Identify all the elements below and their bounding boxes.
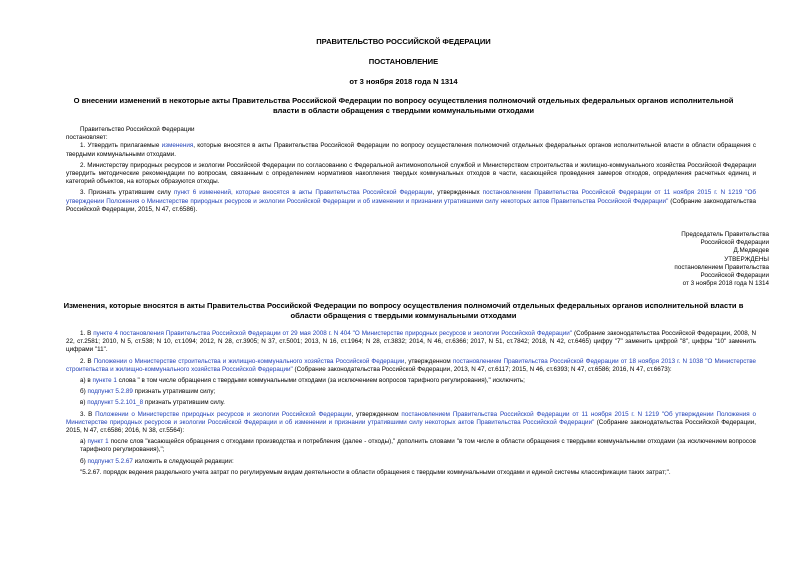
- subclause-5-2-67-link[interactable]: подпункт 5.2.67: [87, 457, 133, 465]
- change-2a: [66, 377, 756, 385]
- decree-body: [66, 126, 756, 214]
- paragraph-2: 2. Министерству природных ресурсов и экологии Российской Федерации по согласованию с Федеральной антимонопольной службой и Министерством строительства и жилищно-коммунального хозяйства Российской Федерации утвердить методические рекомендации по вопросам, связанным с определением нормативов накопления твердых коммунальных отходов в части, касающейся проведения замеров отходов, определения расчетных единиц и категорий объектов, на которых образуются отходы.: [66, 161, 756, 186]
- text: а) в: [80, 377, 93, 385]
- text: 1. Утвердить прилагаемые: [80, 142, 162, 150]
- text: после слов "касающейся обращения с отходами производства и потребления (далее - отходы)," дополнить словами "в том числе в области обращения с твердыми коммунальными отходами (за исключением вопросов тарифного регулирования),";: [80, 438, 756, 454]
- change-3b: [66, 458, 756, 466]
- text: , утвержденных: [432, 189, 483, 197]
- text: 2. В: [80, 357, 94, 365]
- clause-1-link-2[interactable]: пункт 1: [87, 438, 109, 446]
- changes-title: Изменения, которые вносятся в акты Правительства Российской Федерации по вопросу осуществления полномочий отдельных федеральных органов исполнительной власти в области обращения с твердыми коммунальными отходами: [63, 301, 744, 320]
- government-header: ПРАВИТЕЛЬСТВО РОССИЙСКОЙ ФЕДЕРАЦИИ: [316, 37, 491, 46]
- text: 3. В: [80, 410, 96, 418]
- document-date-number: от 3 ноября 2018 года N 1314: [349, 77, 458, 86]
- signature-name: Д.Медведев: [733, 247, 769, 255]
- minprirody-regulation-link[interactable]: Положении о Министерстве природных ресурсов и экологии Российской Федерации: [95, 410, 352, 418]
- subclause-5-2-101-8-link[interactable]: подпункт 5.2.101_8: [87, 399, 144, 407]
- text: (Собрание законодательства Российской Федерации, 2015, N 47, ст.6586).: [66, 197, 756, 213]
- text: признать утратившим силу;: [132, 388, 216, 396]
- text: 1. В: [80, 330, 94, 337]
- text: (Собрание законодательства Российской Федерации, 2015, N 47, ст.6586; 2016, N 38, ст.5564):: [66, 418, 756, 435]
- change-3: [66, 411, 756, 436]
- text: а): [80, 438, 88, 446]
- clause-1-link[interactable]: пункте 1: [92, 377, 117, 385]
- decree-1038-link[interactable]: постановлением Правительства Российской Федерации от 18 ноября 2013 г. N 1038 "О Министерстве строительства и жилищно-коммунального хозяйства Российской Федерации": [66, 357, 757, 373]
- signature-position: Председатель Правительства: [681, 231, 769, 238]
- text: 3. Признать утратившим силу: [80, 189, 174, 197]
- item-4-link[interactable]: пункте 4: [93, 330, 118, 337]
- item-6-link[interactable]: пункт 6 изменений, которые вносятся в акты Правительства Российской Федерации: [173, 189, 433, 197]
- approved-org: Российской Федерации: [700, 272, 769, 280]
- text: изложить в следующей редакции:: [132, 457, 234, 465]
- text: , утвержденном: [404, 357, 453, 365]
- approved-label: УТВЕРЖДЕНЫ: [724, 255, 769, 263]
- text: , утвержденном: [351, 410, 402, 418]
- decree-404-link[interactable]: постановления Правительства Российской Федерации от 29 мая 2008 г. N 404 "О Министерстве природных ресурсов и экологии Российской Федерации": [119, 330, 573, 337]
- paragraph-1: [66, 142, 756, 158]
- decree-1219-link[interactable]: постановлением Правительства Российской Федерации от 11 ноября 2015 г. N 1219 "Об утверждении Положения о Министерстве природных ресурсов и экологии Российской Федерации и об изменении и признании утратившими силу некоторых актов Правительства Российской Федерации": [66, 189, 756, 205]
- text: признать утратившим силу.: [143, 399, 225, 407]
- paragraph-3: [66, 189, 756, 214]
- text: б): [80, 388, 88, 396]
- text: в): [80, 399, 88, 407]
- change-3c-new-text: "5.2.67. порядок ведения раздельного учета затрат по регулируемым видам деятельности в области обращения с твердыми коммунальными отходами и единой системы классификации таких затрат;".: [80, 468, 671, 476]
- approved-by: постановлением Правительства: [674, 263, 769, 271]
- change-2b: [66, 388, 756, 396]
- text: (Собрание законодательства Российской Федерации, 2013, N 47, ст.6117; 2015, N 46, ст.6393; N 47, ст.6586; 2016, N 47, ст.6673):: [292, 365, 672, 373]
- changes-body: [66, 330, 756, 477]
- change-2: [66, 358, 756, 374]
- intro-line-2: постановляет:: [66, 134, 108, 142]
- decree-1219-link-2[interactable]: постановлением Правительства Российской Федерации от 11 ноября 2015 г. N 1219 "Об утверждении Положения о Министерстве природных ресурсов и экологии Российской Федерации и об изменении и признании утратившими силу некоторых актов Правительства Российской Федерации": [66, 410, 757, 426]
- change-2c: [66, 399, 756, 407]
- signature-block: [674, 231, 769, 288]
- changes-link[interactable]: изменения: [161, 142, 194, 150]
- change-1: [66, 330, 756, 355]
- document-title: О внесении изменений в некоторые акты Правительства Российской Федерации по вопросу осуществления полномочий отдельных федеральных органов исполнительной власти в области обращения с твердыми коммунальными отходами: [73, 96, 734, 115]
- intro-line-1: Правительство Российской Федерации: [80, 126, 195, 133]
- signature-org: Российской Федерации: [700, 239, 769, 247]
- subclause-5-2-89-link[interactable]: подпункт 5.2.89: [87, 388, 133, 396]
- change-3a: [66, 438, 756, 454]
- text: , которые вносятся в акты Правительства Российской Федерации по вопросу осуществления полномочий отдельных федеральных органов исполнительной власти в области обращения с твердыми коммунальными отходами.: [66, 142, 757, 158]
- minstroy-regulation-link[interactable]: Положении о Министерстве строительства и жилищно-коммунального хозяйства Российской Федерации: [93, 357, 405, 365]
- document-type: ПОСТАНОВЛЕНИЕ: [368, 57, 439, 66]
- text: слова " в том числе обращения с твердыми коммунальными отходами (за исключением вопросов тарифного регулирования)," исключить;: [116, 377, 525, 385]
- text: (Собрание законодательства Российской Федерации, 2008, N 22, ст.2581; 2010, N 5, ст.538; N 10, ст.1094; 2012, N 28, ст.3905; N 37, ст.5001; 2013, N 16, ст.1964; N 28, ст.3832; 2014, N 46, ст.6366; 2017, N 51, ст.7842; 2018, N 42, ст.6465) цифру "7" заменить цифрой "8", цифры "10" заменить цифрами "11".: [66, 330, 756, 354]
- text: б): [80, 457, 88, 465]
- approved-date: от 3 ноября 2018 года N 1314: [682, 280, 769, 288]
